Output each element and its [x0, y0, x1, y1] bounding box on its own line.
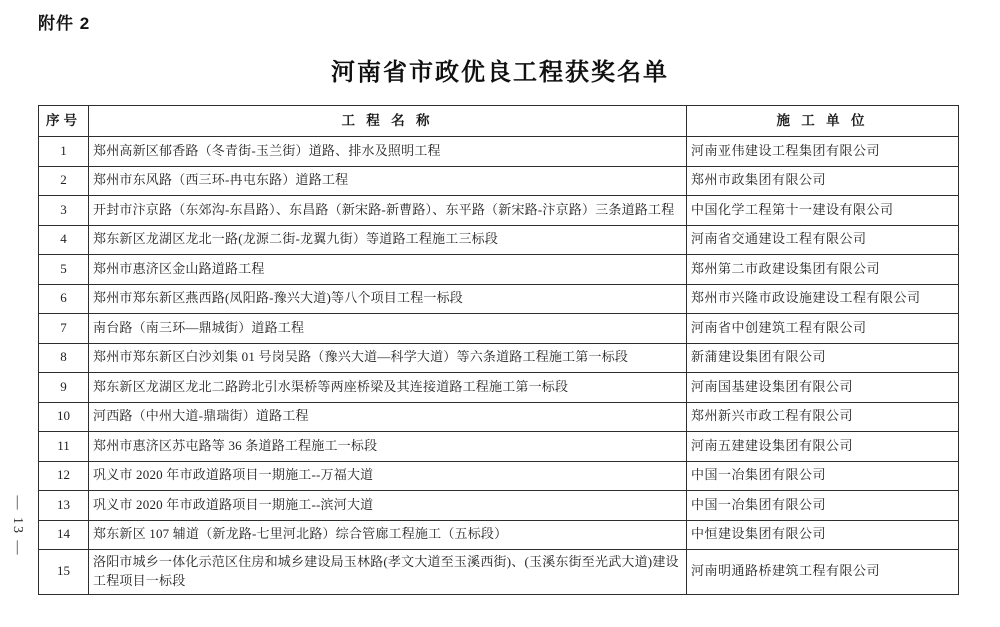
- project-name-cell: 巩义市 2020 年市政道路项目一期施工--滨河大道: [89, 491, 687, 521]
- award-table: [38, 105, 959, 595]
- table-row: [39, 550, 959, 595]
- header-construction-unit: 施 工 单 位: [687, 106, 959, 137]
- company-cell: 河南亚伟建设工程集团有限公司: [687, 137, 959, 167]
- table-row: [39, 402, 959, 432]
- table-row: [39, 196, 959, 226]
- row-number-cell: 6: [39, 284, 89, 314]
- row-number-cell: 8: [39, 343, 89, 373]
- company-cell: 中恒建设集团有限公司: [687, 520, 959, 550]
- table-body: [39, 137, 959, 595]
- table-row: [39, 166, 959, 196]
- page-title: 河南省市政优良工程获奖名单: [331, 59, 669, 86]
- table-row: [39, 284, 959, 314]
- project-name-cell: 郑州市惠济区苏屯路等 36 条道路工程施工一标段: [89, 432, 687, 462]
- table-row: [39, 225, 959, 255]
- table-row: [39, 137, 959, 167]
- company-cell: 郑州第二市政建设集团有限公司: [687, 255, 959, 285]
- attachment-label: 附件 2: [38, 14, 91, 33]
- table-row: [39, 432, 959, 462]
- project-name-cell: 郑东新区龙湖区龙北一路(龙源二街-龙翼九街）等道路工程施工三标段: [89, 225, 687, 255]
- row-number-cell: 7: [39, 314, 89, 344]
- project-name-cell: 巩义市 2020 年市政道路项目一期施工--万福大道: [89, 461, 687, 491]
- company-cell: 郑州市政集团有限公司: [687, 166, 959, 196]
- row-number-cell: 13: [39, 491, 89, 521]
- table-row: [39, 373, 959, 403]
- row-number-cell: 9: [39, 373, 89, 403]
- table-row: [39, 461, 959, 491]
- row-number-cell: 12: [39, 461, 89, 491]
- project-name-cell: 开封市汴京路（东郊沟-东昌路）、东昌路（新宋路-新曹路）、东平路（新宋路-汴京路）三条道路工程: [89, 196, 687, 226]
- table-row: [39, 491, 959, 521]
- table-row: [39, 343, 959, 373]
- row-number-cell: 14: [39, 520, 89, 550]
- project-name-cell: 郑州市郑东新区燕西路(凤阳路-豫兴大道)等八个项目工程一标段: [89, 284, 687, 314]
- page-number: — 13 —: [10, 495, 25, 557]
- table-row: [39, 520, 959, 550]
- company-cell: 河南省中创建筑工程有限公司: [687, 314, 959, 344]
- project-name-cell: 郑东新区 107 辅道（新龙路-七里河北路）综合管廊工程施工（五标段）: [89, 520, 687, 550]
- company-cell: 河南国基建设集团有限公司: [687, 373, 959, 403]
- project-name-cell: 南台路（南三环—鼎城街）道路工程: [89, 314, 687, 344]
- header-serial-number: 序号: [39, 106, 89, 137]
- table-row: [39, 314, 959, 344]
- row-number-cell: 2: [39, 166, 89, 196]
- row-number-cell: 10: [39, 402, 89, 432]
- project-name-cell: 郑州高新区郁香路（冬青街-玉兰街）道路、排水及照明工程: [89, 137, 687, 167]
- table-row: [39, 255, 959, 285]
- project-name-cell: 郑州市东风路（西三环-冉屯东路）道路工程: [89, 166, 687, 196]
- company-cell: 郑州新兴市政工程有限公司: [687, 402, 959, 432]
- company-cell: 新蒲建设集团有限公司: [687, 343, 959, 373]
- company-cell: 河南五建建设集团有限公司: [687, 432, 959, 462]
- row-number-cell: 1: [39, 137, 89, 167]
- row-number-cell: 3: [39, 196, 89, 226]
- company-cell: 中国化学工程第十一建设有限公司: [687, 196, 959, 226]
- project-name-cell: 河西路（中州大道-鼎瑞街）道路工程: [89, 402, 687, 432]
- company-cell: 郑州市兴隆市政设施建设工程有限公司: [687, 284, 959, 314]
- company-cell: 中国一冶集团有限公司: [687, 491, 959, 521]
- project-name-cell: 郑东新区龙湖区龙北二路跨北引水渠桥等两座桥梁及其连接道路工程施工第一标段: [89, 373, 687, 403]
- row-number-cell: 4: [39, 225, 89, 255]
- project-name-cell: 洛阳市城乡一体化示范区住房和城乡建设局玉林路(孝文大道至玉溪西街)、(玉溪东街至光武大道)建设工程项目一标段: [89, 550, 687, 595]
- row-number-cell: 15: [39, 550, 89, 595]
- table-header-row: [39, 106, 959, 137]
- row-number-cell: 5: [39, 255, 89, 285]
- company-cell: 中国一冶集团有限公司: [687, 461, 959, 491]
- row-number-cell: 11: [39, 432, 89, 462]
- header-project-name: 工 程 名 称: [89, 106, 687, 137]
- company-cell: 河南省交通建设工程有限公司: [687, 225, 959, 255]
- project-name-cell: 郑州市郑东新区白沙刘集 01 号岗吴路（豫兴大道—科学大道）等六条道路工程施工第一标段: [89, 343, 687, 373]
- company-cell: 河南明通路桥建筑工程有限公司: [687, 550, 959, 595]
- project-name-cell: 郑州市惠济区金山路道路工程: [89, 255, 687, 285]
